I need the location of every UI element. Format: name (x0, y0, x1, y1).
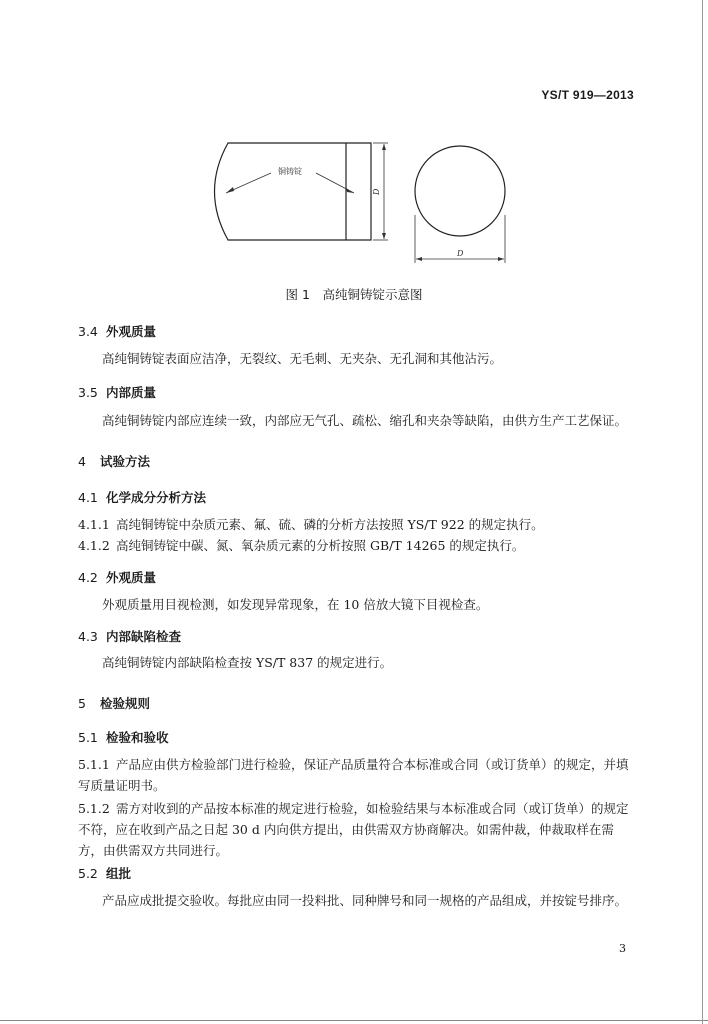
arrowhead (382, 233, 386, 239)
arrowhead (498, 257, 504, 261)
standard-code: YS/T 919—2013 (541, 88, 634, 102)
ingot-cross-section (415, 146, 505, 236)
page-edge-bottom (0, 1020, 708, 1021)
arrowhead (346, 188, 354, 193)
section-heading: 5 检验规则 (78, 696, 151, 711)
paragraph: 高纯铜铸锭表面应洁净，无裂纹、无毛刺、无夹杂、无孔洞和其他沾污。 (102, 351, 503, 366)
section-heading: 3.4 外观质量 (78, 324, 157, 339)
section-heading: 3.5 内部质量 (78, 385, 157, 400)
ingot-label: 铜铸锭 (278, 167, 302, 176)
arrowhead (416, 257, 422, 261)
section-heading: 4.2 外观质量 (78, 570, 157, 585)
figure-caption: 图 1 高纯铜铸锭示意图 (285, 287, 423, 302)
clause: 4.1.2 高纯铜铸锭中碳、氮、氧杂质元素的分析按照 GB/T 14265 的规定执行。 (78, 538, 525, 553)
section-heading: 4.1 化学成分分析方法 (78, 490, 207, 505)
section-heading: 4.3 内部缺陷检查 (78, 629, 182, 644)
page-number: 3 (619, 942, 626, 955)
clause: 5.1.2 需方对收到的产品按本标准的规定进行检验，如检验结果与本标准或合同（或订货单）的规定不符，应在收到产品之日起 30 d 内向供方提出，由供需双方协商解决。如需仲裁，仲裁取样在需方，由供需双方共同进行。 (78, 801, 629, 858)
section-heading: 4 试验方法 (78, 454, 151, 469)
section-heading: 5.1 检验和验收 (78, 730, 169, 745)
paragraph: 外观质量用目视检测，如发现异常现象，在 10 倍放大镜下目视检查。 (102, 597, 489, 612)
diameter-dimension-label: D (457, 249, 464, 258)
ingot-figure (196, 125, 516, 275)
height-dimension-label: D (372, 188, 381, 195)
page-edge-right (702, 0, 703, 1024)
arrowhead (382, 144, 386, 150)
section-heading: 5.2 组批 (78, 866, 132, 881)
clause: 4.1.1 高纯铜铸锭中杂质元素、氟、硫、磷的分析方法按照 YS/T 922 的规定执行。 (78, 517, 544, 532)
arrowhead (226, 187, 234, 193)
paragraph: 高纯铜铸锭内部缺陷检查按 YS/T 837 的规定进行。 (102, 655, 393, 670)
paragraph: 高纯铜铸锭内部应连续一致，内部应无气孔、疏松、缩孔和夹杂等缺陷，由供方生产工艺保证。 (102, 413, 628, 428)
paragraph: 产品应成批提交验收。每批应由同一投料批、同种牌号和同一规格的产品组成，并按锭号排序。 (102, 893, 628, 908)
clause: 5.1.1 产品应由供方检验部门进行检验，保证产品质量符合本标准或合同（或订货单）的规定，并填写质量证明书。 (78, 757, 629, 793)
